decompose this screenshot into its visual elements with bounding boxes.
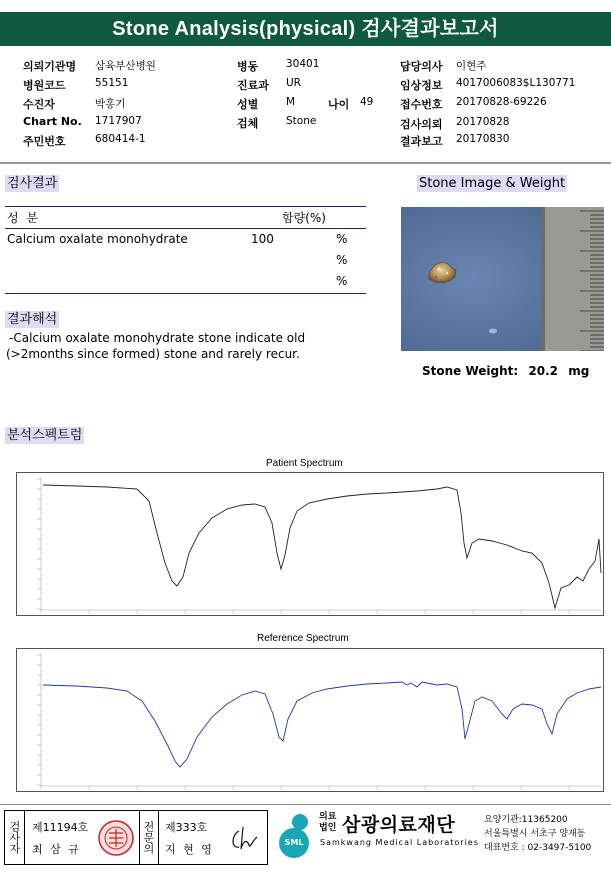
org-code: 요양기관:11365200	[484, 815, 568, 825]
info-label-hospital-code: 병원코드	[23, 79, 66, 92]
reviewer-name: 지 현 영	[165, 843, 214, 856]
info-value-hospital-code: 55151	[95, 77, 129, 89]
results-row-amount: 100	[251, 232, 274, 246]
reviewer-signature	[225, 819, 263, 857]
tester-license-no: 제11194호	[32, 821, 89, 834]
stone-image-title: Stone Image & Weight	[419, 176, 566, 191]
info-label-ward: 병동	[237, 60, 259, 73]
patient-spectrum-title: Patient Spectrum	[266, 458, 343, 469]
reviewer-license-no: 제333호	[165, 821, 208, 834]
results-col-component: 성 분	[7, 211, 40, 225]
info-value-ward: 30401	[286, 58, 320, 70]
info-value-specimen: Stone	[286, 115, 317, 127]
results-row-unit: %	[336, 253, 348, 267]
signature-box	[4, 810, 268, 865]
reviewer-label: 전문의	[139, 811, 159, 864]
org-address: 서울특별시 서초구 양재동	[484, 829, 586, 839]
org-prefix-line-1: 의료	[319, 812, 337, 822]
results-title: 검사결과	[7, 176, 58, 191]
reference-spectrum-title: Reference Spectrum	[257, 633, 349, 644]
results-row-unit: %	[336, 274, 348, 288]
info-value-receipt-no: 20170828-69226	[456, 96, 547, 108]
info-label-institution: 의뢰기관명	[23, 60, 77, 73]
reference-spectrum-chart	[16, 648, 604, 792]
info-value-doctor: 이현주	[456, 60, 487, 72]
info-value-resident-no: 680414-1	[95, 133, 146, 145]
org-prefix-line-2: 법인	[319, 823, 337, 833]
tester-label: 검사자	[5, 811, 25, 864]
info-value-age: 49	[360, 96, 374, 108]
info-value-institution: 삼육부산병원	[95, 60, 156, 72]
stone-weight-unit: mg	[568, 364, 590, 378]
spectrum-title: 분석스펙트럼	[7, 428, 83, 443]
info-label-doctor: 담당의사	[400, 60, 443, 73]
footer-divider	[0, 804, 611, 805]
info-value-chart-no: 1717907	[95, 115, 142, 127]
org-name: 삼광의료재단	[342, 814, 456, 836]
results-col-content: 함량(%)	[282, 211, 326, 225]
results-table-bottom-rule	[5, 293, 366, 294]
stone-photo	[401, 207, 604, 351]
stone-weight-label: Stone Weight:	[422, 364, 519, 378]
interpretation-line-1: -Calcium oxalate monohydrate stone indicate old	[9, 331, 306, 345]
tester-seal	[97, 819, 135, 857]
stone-weight	[422, 364, 589, 378]
info-label-sex: 성별	[237, 98, 259, 111]
report-title: Stone Analysis(physical) 검사결과보고서	[0, 12, 611, 46]
interpretation-title: 결과해석	[7, 312, 58, 327]
info-value-report-date: 20170830	[456, 133, 510, 145]
results-row-component: Calcium oxalate monohydrate	[7, 232, 188, 246]
info-value-request-date: 20170828	[456, 116, 510, 128]
logo-text: SML	[284, 838, 304, 847]
info-label-request-date: 검사의뢰	[400, 118, 443, 131]
patient-spectrum-chart	[16, 472, 604, 616]
org-contact	[484, 813, 591, 855]
sml-logo-icon	[272, 810, 317, 860]
info-label-patient: 수진자	[23, 98, 55, 111]
results-table-header-rule	[5, 228, 366, 229]
info-label-chart-no: Chart No.	[23, 115, 82, 128]
org-prefix	[319, 812, 336, 834]
info-value-sex: M	[286, 96, 296, 108]
info-label-specimen: 검체	[237, 117, 259, 130]
info-value-patient: 박홍기	[95, 98, 126, 110]
info-label-report-date: 결과보고	[400, 135, 443, 148]
info-label-age: 나이	[328, 98, 350, 111]
tester-name: 최 삼 규	[32, 843, 81, 856]
info-label-department: 진료과	[237, 79, 269, 92]
results-row-unit: %	[336, 232, 348, 246]
info-divider	[0, 162, 611, 164]
info-value-clinical-info: 4017006083$L130771	[456, 77, 576, 89]
info-value-department: UR	[286, 77, 301, 89]
info-label-clinical-info: 임상정보	[400, 79, 443, 92]
stone-weight-value: 20.2	[528, 364, 559, 378]
info-label-receipt-no: 접수번호	[400, 98, 443, 111]
org-phone: 대표번호 : 02-3497-5100	[484, 843, 592, 853]
org-english-name: Samkwang Medical Laboratories	[320, 838, 479, 847]
interpretation-line-2: (>2months since formed) stone and rarely recur.	[6, 347, 300, 361]
patient-info	[0, 52, 611, 162]
info-label-resident-no: 주민번호	[23, 135, 66, 148]
results-table-top-rule	[5, 206, 366, 207]
